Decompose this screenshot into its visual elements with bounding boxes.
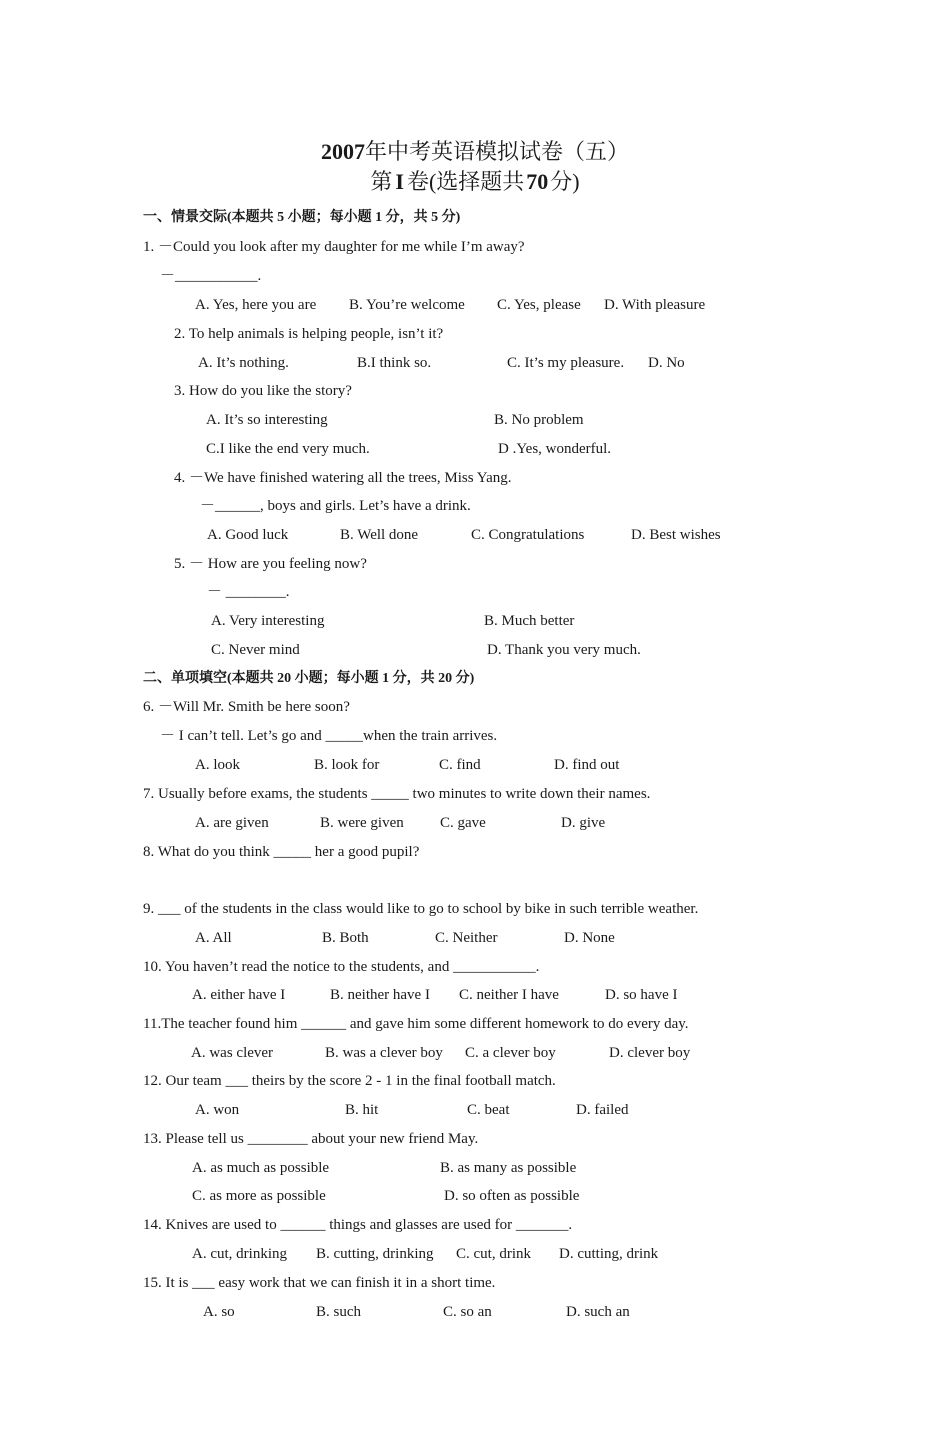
- option-a: A. It’s so interesting: [206, 412, 328, 428]
- option-b: B.I think so.: [357, 355, 432, 371]
- option-c: C. Congratulations: [471, 527, 585, 543]
- option-d: D. clever boy: [609, 1045, 691, 1061]
- option-b: B. Both: [322, 930, 369, 946]
- question-stem: 9. ___ of the students in the class would like to go to school by bike in such terrible weather.: [143, 901, 699, 917]
- option-d: D. None: [564, 930, 615, 946]
- question-stem: 7. Usually before exams, the students _____ two minutes to write down their names.: [143, 786, 651, 802]
- option-d: D. such an: [566, 1304, 630, 1320]
- option-a: A. won: [195, 1102, 240, 1118]
- option-c: C. neither I have: [459, 987, 559, 1003]
- option-a: A. Good luck: [207, 527, 289, 543]
- option-d: D. Thank you very much.: [487, 642, 641, 658]
- option-b: B. were given: [320, 815, 404, 831]
- option-b: B. neither have I: [330, 987, 430, 1003]
- option-a: A. are given: [195, 815, 269, 831]
- question-stem: 11.The teacher found him ______ and gave him some different homework to do every day.: [143, 1016, 689, 1032]
- option-d: D. With pleasure: [604, 297, 706, 313]
- exam-subtitle: 第 I 卷(选择题共70分): [370, 169, 580, 194]
- option-a: A. either have I: [192, 987, 286, 1003]
- option-d: D. so often as possible: [444, 1188, 580, 1204]
- option-a: A. All: [195, 930, 232, 946]
- question-stem: 13. Please tell us ________ about your new friend May.: [143, 1131, 479, 1147]
- option-d: D. give: [561, 815, 606, 831]
- option-c: C. It’s my pleasure.: [507, 355, 625, 371]
- option-c: C. Never mind: [211, 642, 300, 658]
- option-b: B. cutting, drinking: [316, 1246, 434, 1262]
- option-c: C. cut, drink: [456, 1246, 531, 1262]
- question-stem: 2. To help animals is helping people, isn’t it?: [174, 326, 444, 342]
- option-b: B. You’re welcome: [349, 297, 465, 313]
- question-stem: 14. Knives are used to ______ things and glasses are used for _______.: [143, 1217, 573, 1233]
- option-a: A. was clever: [191, 1045, 274, 1061]
- option-b: B. Much better: [484, 613, 575, 629]
- option-d: D. No: [648, 355, 685, 371]
- option-a: A. look: [195, 757, 240, 773]
- option-c: C.I like the end very much.: [206, 441, 370, 457]
- option-c: C. Neither: [435, 930, 498, 946]
- option-d: D. so have I: [605, 987, 678, 1003]
- question-reply: － I can’t tell. Let’s go and _____when the train arrives.: [160, 728, 498, 744]
- option-c: C. a clever boy: [465, 1045, 556, 1061]
- option-c: C. so an: [443, 1304, 492, 1320]
- option-d: D. failed: [576, 1102, 629, 1118]
- question-stem: 5. － How are you feeling now?: [174, 556, 367, 572]
- section-heading: 一、情景交际(本题共 5 小题；每小题 1 分，共 5 分): [143, 210, 461, 225]
- option-c: C. beat: [467, 1102, 510, 1118]
- option-d: D .Yes, wonderful.: [498, 441, 612, 457]
- question-stem: 10. You haven’t read the notice to the students, and ___________.: [143, 959, 540, 975]
- question-stem: 12. Our team ___ theirs by the score 2 - 1 in the final football match.: [143, 1073, 556, 1089]
- question-reply: －___________.: [160, 268, 262, 284]
- question-stem: 3. How do you like the story?: [174, 383, 352, 399]
- question-stem: 8. What do you think _____ her a good pupil?: [143, 844, 420, 860]
- option-b: B. was a clever boy: [325, 1045, 443, 1061]
- option-a: A. Yes, here you are: [195, 297, 317, 313]
- question-stem: 15. It is ___ easy work that we can finish it in a short time.: [143, 1275, 496, 1291]
- option-b: B. Well done: [340, 527, 419, 543]
- question-stem: 6. －Will Mr. Smith be here soon?: [143, 699, 350, 715]
- option-b: B. No problem: [494, 412, 584, 428]
- option-d: D. cutting, drink: [559, 1246, 659, 1262]
- option-c: C. find: [439, 757, 481, 773]
- option-d: D. find out: [554, 757, 620, 773]
- option-d: D. Best wishes: [631, 527, 721, 543]
- question-reply: －______, boys and girls. Let’s have a drink.: [200, 498, 471, 514]
- question-stem: 4. －We have finished watering all the trees, Miss Yang.: [174, 470, 512, 486]
- option-b: B. such: [316, 1304, 361, 1320]
- option-a: A. cut, drinking: [192, 1246, 287, 1262]
- option-a: A. so: [203, 1304, 235, 1320]
- exam-title: 2007年中考英语模拟试卷（五）: [320, 139, 629, 164]
- option-a: A. Very interesting: [211, 613, 325, 629]
- option-b: B. as many as possible: [440, 1160, 577, 1176]
- section-heading: 二、单项填空(本题共 20 小题；每小题 1 分，共 20 分): [143, 671, 475, 686]
- option-c: C. Yes, please: [497, 297, 581, 313]
- option-c: C. gave: [440, 815, 486, 831]
- question-stem: 1. －Could you look after my daughter for me while I’m away?: [143, 239, 525, 255]
- option-b: B. look for: [314, 757, 380, 773]
- option-a: A. as much as possible: [192, 1160, 330, 1176]
- option-a: A. It’s nothing.: [198, 355, 289, 371]
- option-c: C. as more as possible: [192, 1188, 326, 1204]
- option-b: B. hit: [345, 1102, 379, 1118]
- question-reply: － ________.: [207, 584, 290, 600]
